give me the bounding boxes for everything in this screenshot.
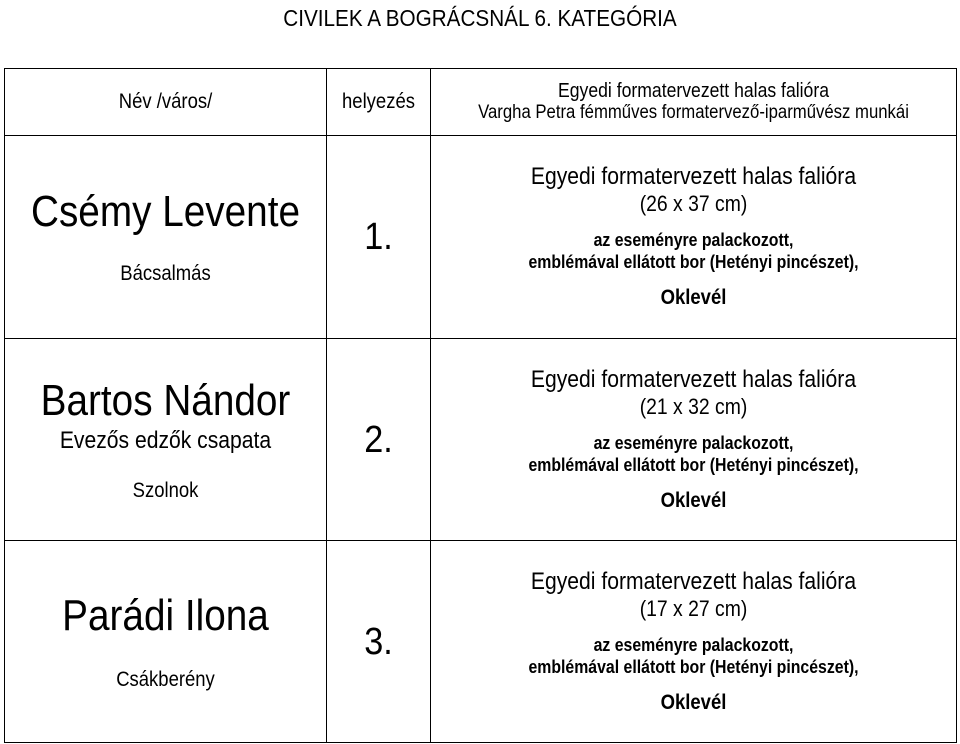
prize-wine-line-1: az eseményre palackozott,: [593, 230, 794, 250]
prize-wine-line-1: az eseményre palackozott,: [593, 634, 794, 655]
header-name-cell: [5, 69, 327, 136]
prize-size: (26 x 37 cm): [639, 191, 748, 216]
prize-wine-line-2: emblémával ellátott bor (Hetényi pincészet),: [528, 252, 859, 272]
placement: 2.: [364, 418, 393, 461]
header-prize-cell: [431, 69, 957, 136]
contestant-name: Parádi Ilona: [62, 590, 269, 640]
contestant-name: Csémy Levente: [30, 187, 301, 236]
prize-cell: [431, 136, 957, 339]
prize-cell: [431, 339, 957, 541]
prize-wine-line-1: az eseményre palackozott,: [593, 432, 794, 453]
prize-wine-line-2: emblémával ellátott bor (Hetényi pincészet),: [528, 656, 859, 677]
table-row: [5, 339, 957, 541]
prize-title: Egyedi formatervezett halas falióra: [530, 163, 857, 190]
header-place-cell: [327, 69, 431, 136]
page-title: CIVILEK A BOGRÁCSNÁL 6. KATEGÓRIA: [283, 5, 677, 31]
place-cell: [327, 541, 431, 743]
place-cell: [327, 339, 431, 541]
prize-diploma: Oklevél: [660, 286, 727, 309]
prize-title: Egyedi formatervezett halas falióra: [530, 365, 857, 393]
header-place: helyezés: [342, 90, 415, 113]
prize-diploma: Oklevél: [660, 488, 727, 512]
contestant-city: Bácsalmás: [120, 262, 211, 285]
placement: 3.: [364, 620, 393, 663]
prize-size: (17 x 27 cm): [639, 595, 748, 621]
table-row: [5, 541, 957, 743]
table-header-row: [5, 69, 957, 136]
place-cell: [327, 136, 431, 339]
header-name: Név /város/: [118, 90, 213, 113]
placement: 1.: [364, 216, 393, 258]
name-cell: [5, 541, 327, 743]
contestant-city: Szolnok: [132, 478, 199, 502]
prize-size: (21 x 32 cm): [639, 393, 748, 419]
prize-wine-line-2: emblémával ellátott bor (Hetényi pincészet),: [528, 454, 859, 475]
contestant-name: Bartos Nándor: [40, 375, 291, 425]
contestant-team: Evezős edzők csapata: [59, 426, 272, 454]
header-prize-title: Egyedi formatervezett halas falióra: [558, 80, 829, 102]
results-table: [4, 68, 957, 743]
prize-cell: [431, 541, 957, 743]
prize-title: Egyedi formatervezett halas falióra: [530, 567, 857, 595]
name-cell: [5, 136, 327, 339]
name-cell: [5, 339, 327, 541]
header-prize-subtitle: Vargha Petra fémműves formatervező-iparművész munkái: [478, 102, 909, 123]
table-row: [5, 136, 957, 339]
contestant-city: Csákberény: [116, 667, 215, 691]
prize-diploma: Oklevél: [660, 690, 727, 714]
